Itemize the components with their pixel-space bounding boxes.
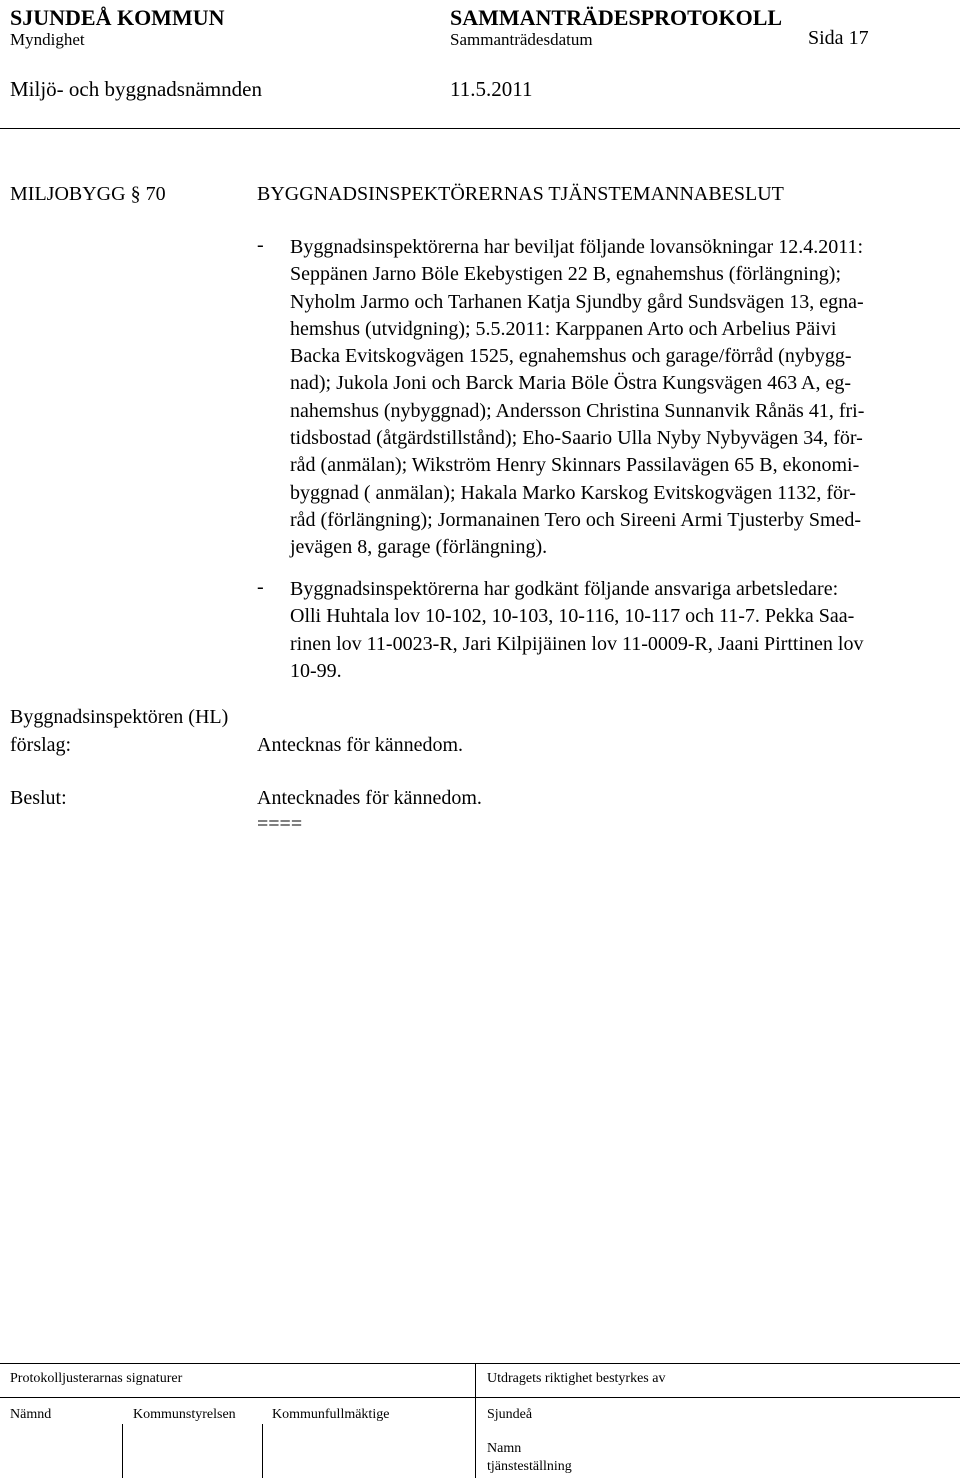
signature-box-divider bbox=[262, 1424, 263, 1478]
text-line: nad); Jukola Joni och Barck Maria Böle Östra Kungsvägen 463 A, eg- bbox=[290, 372, 851, 395]
place-label: Sjundeå bbox=[487, 1407, 533, 1422]
supervisor-paragraph bbox=[290, 576, 950, 685]
header-divider bbox=[0, 128, 960, 129]
date-label: Sammanträdesdatum bbox=[450, 30, 593, 49]
section-code: MILJOBYGG bbox=[10, 183, 126, 205]
position-label: tjänsteställning bbox=[487, 1459, 572, 1474]
verification-label: Utdragets riktighet bestyrkes av bbox=[487, 1371, 666, 1386]
col-kommunfullmaktige: Kommunfullmäktige bbox=[272, 1407, 390, 1422]
text-line: jevägen 8, garage (förlängning). bbox=[290, 536, 548, 559]
permit-list-paragraph bbox=[290, 234, 950, 562]
footer-middle-rule bbox=[0, 1397, 960, 1398]
page-indicator bbox=[808, 27, 869, 50]
signatures-label: Protokolljusterarnas signaturer bbox=[10, 1371, 183, 1386]
text-line: nahemshus (nybyggnad); Andersson Christina Sunnanvik Rånäs 41, fri- bbox=[290, 399, 865, 422]
text-line: råd (anmälan); Wikström Henry Skinnars Passilavägen 65 B, ekonomi- bbox=[290, 454, 860, 477]
name-label: Namn bbox=[487, 1441, 522, 1456]
page-number: 17 bbox=[848, 27, 869, 49]
authority-name: Miljö- och byggnadsnämnden bbox=[10, 77, 262, 101]
authority-label: Myndighet bbox=[10, 30, 85, 49]
proposal-label-line2: förslag: bbox=[10, 734, 72, 756]
paragraph-sign: § bbox=[130, 183, 141, 205]
decision-text: Antecknades för kännedom. bbox=[257, 787, 482, 809]
footer-top-rule bbox=[0, 1363, 960, 1364]
meeting-date: 11.5.2011 bbox=[450, 77, 533, 101]
text-line: 10-99. bbox=[290, 659, 342, 682]
proposal-text: Antecknas för kännedom. bbox=[257, 734, 464, 756]
text-line: byggnad ( anmälan); Hakala Marko Karskog Evitskogvägen 1132, för- bbox=[290, 481, 856, 504]
text-line: Olli Huhtala lov 10-102, 10-103, 10-116, 10-117 och 11-7. Pekka Saa- bbox=[290, 605, 855, 628]
text-line: hemshus (utvidgning); 5.5.2011: Karppanen Arto och Arbelius Päivi bbox=[290, 317, 837, 340]
text-line: rinen lov 11-0023-R, Jari Kilpijäinen lov 11-0009-R, Jaani Pirttinen lov bbox=[290, 632, 864, 655]
text-line: tidsbostad (åtgärdstillstånd); Eho-Saario Ulla Nyby Nybyvägen 34, för- bbox=[290, 427, 863, 450]
section-number: 70 bbox=[145, 183, 166, 205]
text-line: Byggnadsinspektörerna har godkänt följande ansvariga arbetsledare: bbox=[290, 578, 839, 600]
document-type: SAMMANTRÄDESPROTOKOLL bbox=[450, 5, 783, 30]
end-mark: ==== bbox=[257, 813, 303, 835]
item-bullet: - bbox=[257, 576, 264, 598]
text-line: Nyholm Jarmo och Tarhanen Katja Sjundby gård Sundsvägen 13, egna- bbox=[290, 290, 864, 313]
text-line: Seppänen Jarno Böle Ekebystigen 22 B, egnahemshus (förlängning); bbox=[290, 263, 841, 286]
col-namnd: Nämnd bbox=[10, 1407, 52, 1422]
municipality-name: SJUNDEÅ KOMMUN bbox=[10, 5, 225, 30]
decision-label: Beslut: bbox=[10, 787, 67, 809]
col-kommunstyrelsen: Kommunstyrelsen bbox=[133, 1407, 236, 1422]
section-title: BYGGNADSINSPEKTÖRERNAS TJÄNSTEMANNABESLUT bbox=[257, 183, 784, 205]
text-line: råd (förlängning); Jormanainen Tero och Sireeni Armi Tjusterby Smed- bbox=[290, 508, 862, 531]
footer-vertical-divider bbox=[475, 1363, 476, 1478]
text-line: Backa Evitskogvägen 1525, egnahemshus och garage/förråd (nybygg- bbox=[290, 345, 852, 368]
section-reference bbox=[10, 183, 166, 206]
text-line: Byggnadsinspektörerna har beviljat följande lovansökningar 12.4.2011: bbox=[290, 236, 864, 258]
page-label: Sida bbox=[808, 27, 844, 49]
item-bullet: - bbox=[257, 234, 264, 256]
proposal-label-line1: Byggnadsinspektören (HL) bbox=[10, 706, 229, 728]
signature-box-divider bbox=[122, 1424, 123, 1478]
